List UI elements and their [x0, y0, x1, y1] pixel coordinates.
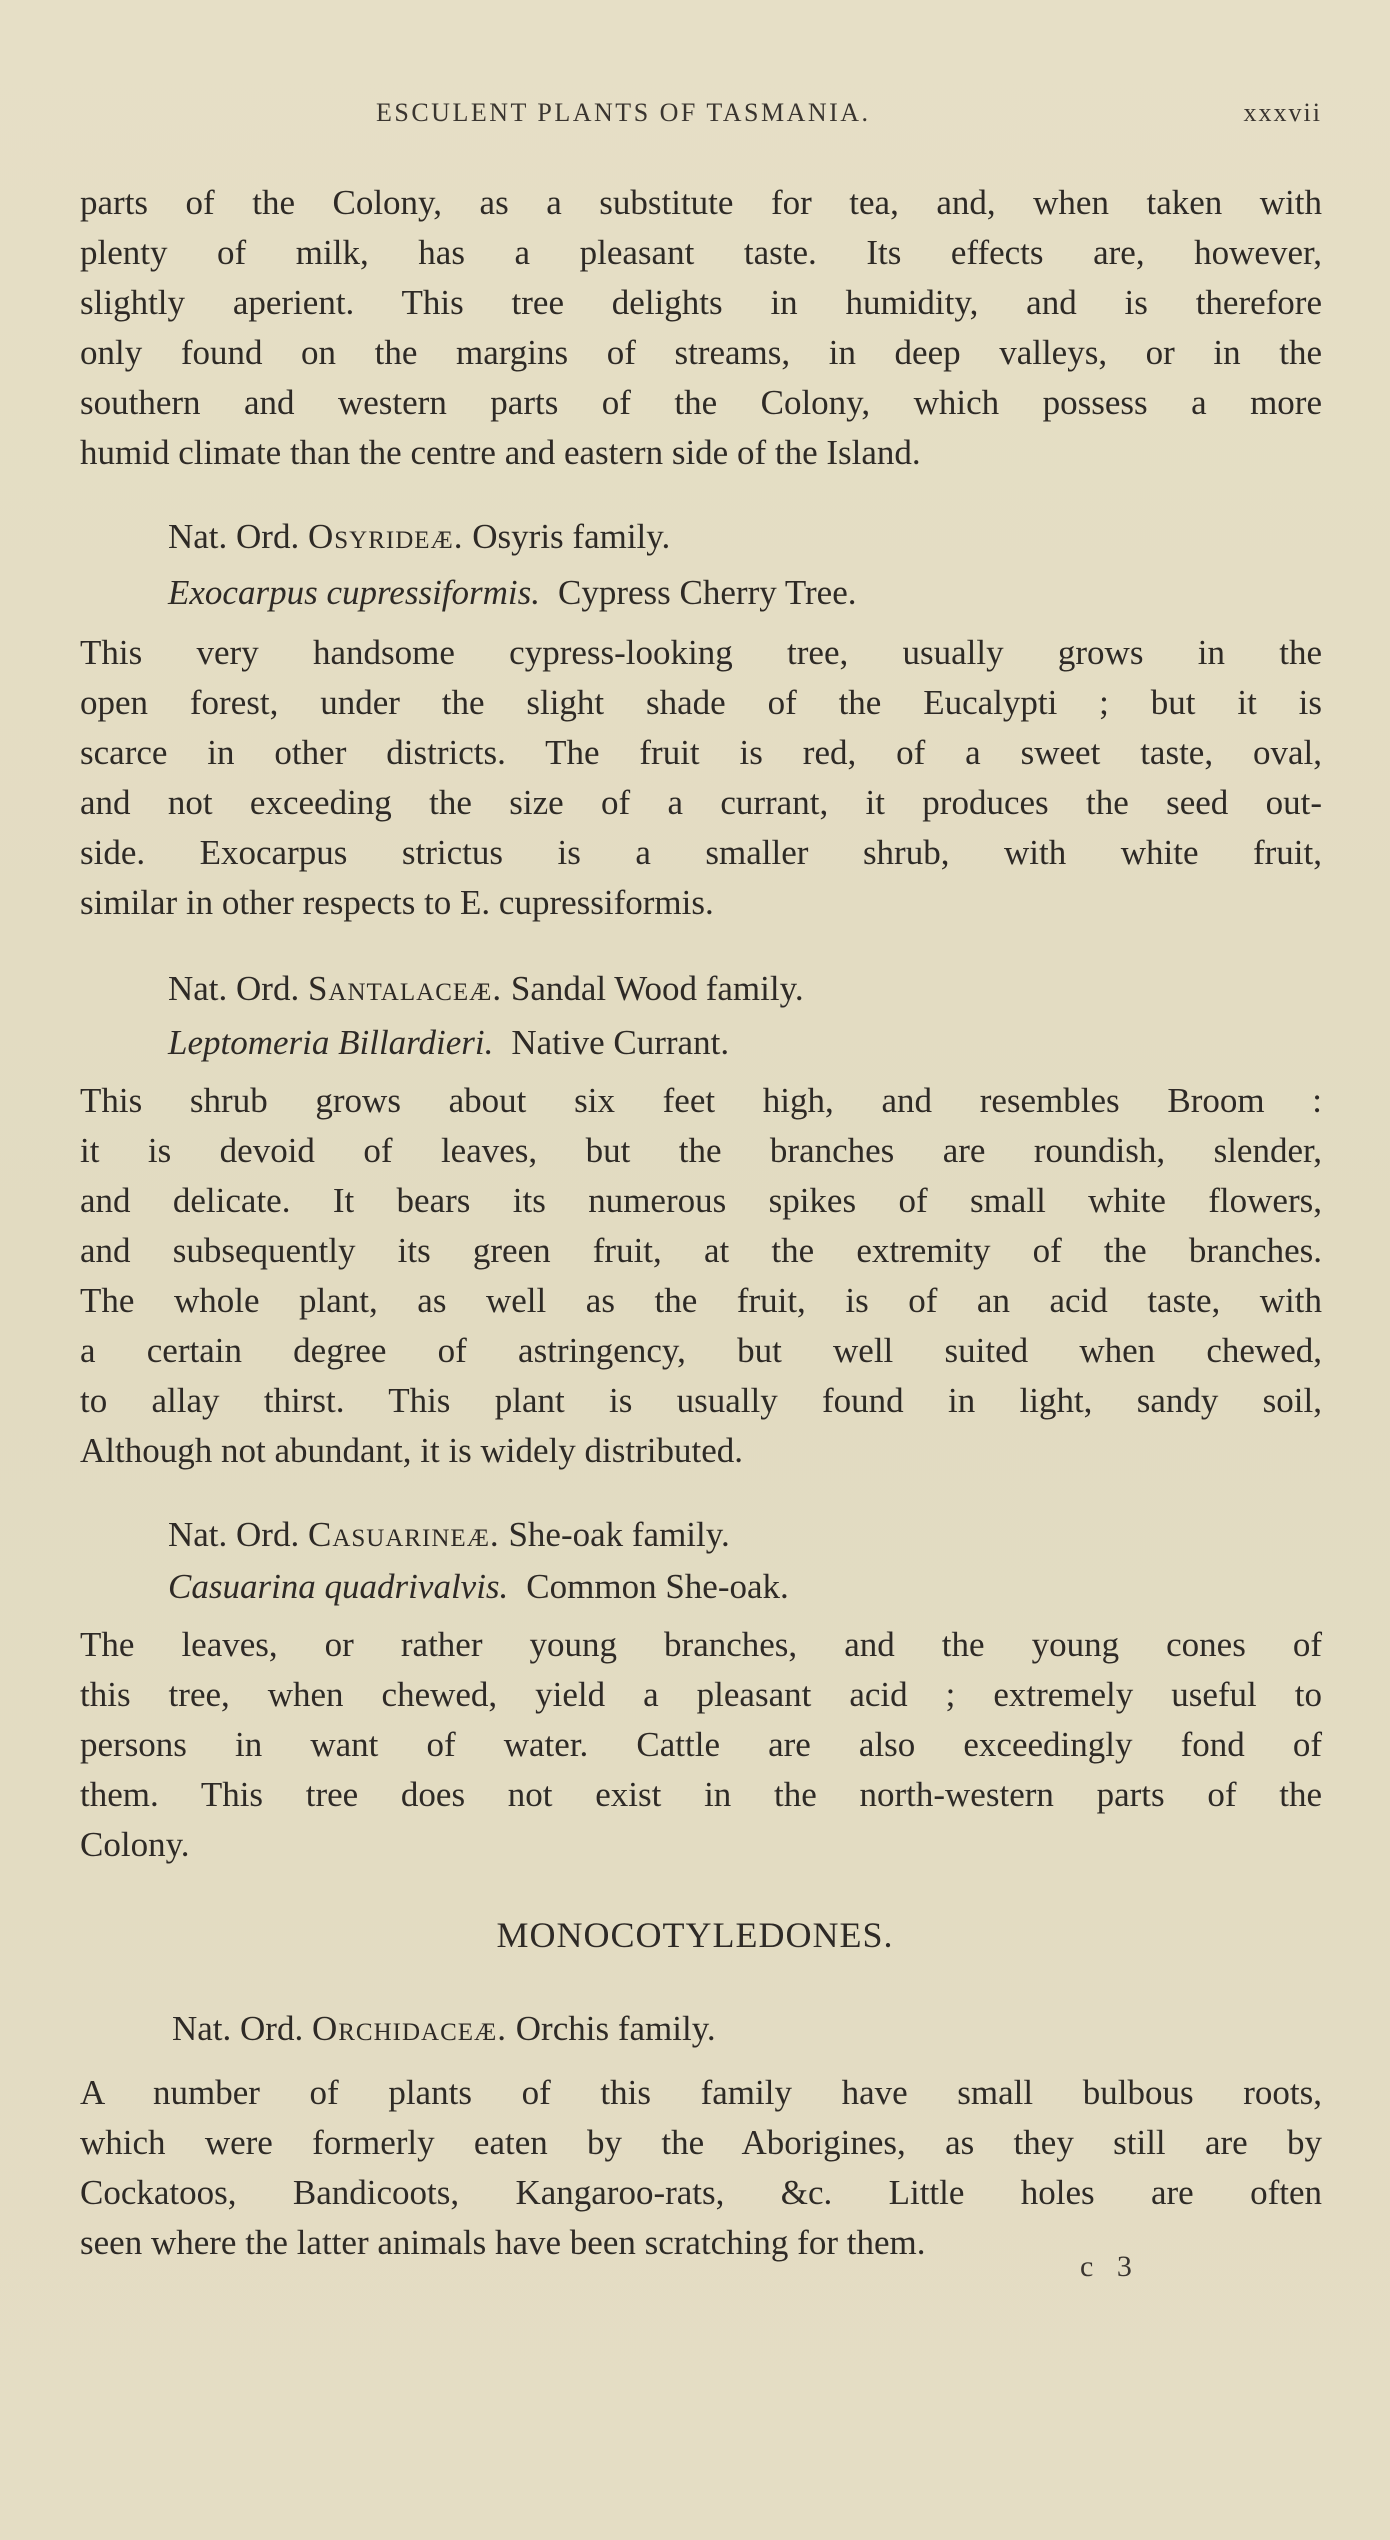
text-line: which were formerly eaten by the Aborigines, as they still are by — [80, 2123, 1322, 2162]
species-common: Common She-oak. — [526, 1567, 789, 1606]
order-prefix: Nat. Ord. — [168, 969, 300, 1008]
text-line: and subsequently its green fruit, at the extremity of the branches. — [80, 1231, 1322, 1270]
text-line: humid climate than the centre and eastern side of the Island. — [80, 433, 921, 472]
species-latin: Leptomeria Billardieri. — [168, 1023, 494, 1062]
text-line: The whole plant, as well as the fruit, is of an acid taste, with — [80, 1281, 1322, 1320]
order-name: Osyrideæ. — [307, 517, 464, 556]
text-line: scarce in other districts. The fruit is red, of a sweet taste, oval, — [80, 733, 1322, 772]
text-line: seen where the latter animals have been scratching for them. — [80, 2223, 926, 2262]
family-name: She-oak family. — [508, 1515, 730, 1554]
text-line: a certain degree of astringency, but well suited when chewed, — [80, 1331, 1322, 1370]
text-line: to allay thirst. This plant is usually found in light, sandy soil, — [80, 1381, 1322, 1420]
order-prefix: Nat. Ord. — [168, 1515, 300, 1554]
text-line: and delicate. It bears its numerous spikes of small white flowers, — [80, 1181, 1322, 1220]
text-line: parts of the Colony, as a substitute for tea, and, when taken with — [80, 183, 1322, 222]
intro-paragraph — [80, 178, 1322, 478]
text-line: slightly aperient. This tree delights in humidity, and is therefore — [80, 283, 1322, 322]
order-prefix: Nat. Ord. — [168, 517, 300, 556]
text-line: similar in other respects to E. cupressiformis. — [80, 883, 714, 922]
paragraph-exocarpus — [80, 628, 1322, 928]
order-name: Santalaceæ. — [307, 969, 503, 1008]
species-line-leptomeria — [168, 1018, 729, 1068]
text-line: persons in want of water. Cattle are also exceedingly fond of — [80, 1725, 1322, 1764]
family-name: Orchis family. — [515, 2009, 716, 2048]
text-line: and not exceeding the size of a currant, it produces the seed out- — [80, 783, 1322, 822]
paragraph-orchidaceae — [80, 2068, 1322, 2268]
text-line: only found on the margins of streams, in deep valleys, or in the — [80, 333, 1322, 372]
family-name: Osyris family. — [472, 517, 671, 556]
species-common: Cypress Cherry Tree. — [558, 573, 857, 612]
species-line-casuarina — [168, 1562, 789, 1612]
text-line: this tree, when chewed, yield a pleasant acid ; extremely useful to — [80, 1675, 1322, 1714]
paragraph-leptomeria — [80, 1076, 1322, 1476]
text-line: The leaves, or rather young branches, and the young cones of — [80, 1625, 1322, 1664]
order-name: Casuarineæ. — [307, 1515, 500, 1554]
text-line: A number of plants of this family have small bulbous roots, — [80, 2073, 1322, 2112]
order-heading-casuarineae — [168, 1510, 730, 1560]
species-latin: Casuarina quadrivalvis. — [168, 1567, 509, 1606]
order-prefix: Nat. Ord. — [172, 2009, 304, 2048]
text-line: southern and western parts of the Colony, which possess a more — [80, 383, 1322, 422]
text-line: plenty of milk, has a pleasant taste. Its effects are, however, — [80, 233, 1322, 272]
order-name: Orchidaceæ. — [311, 2009, 508, 2048]
text-line: side. Exocarpus strictus is a smaller shrub, with white fruit, — [80, 833, 1322, 872]
species-line-exocarpus — [168, 568, 856, 618]
paragraph-casuarina — [80, 1620, 1322, 1870]
text-line: it is devoid of leaves, but the branches are roundish, slender, — [80, 1131, 1322, 1170]
order-heading-osyrideae — [168, 512, 670, 562]
species-latin: Exocarpus cupressiformis. — [168, 573, 541, 612]
text-line: open forest, under the slight shade of the Eucalypti ; but it is — [80, 683, 1322, 722]
text-line: them. This tree does not exist in the north-western parts of the — [80, 1775, 1322, 1814]
family-name: Sandal Wood family. — [510, 969, 804, 1008]
signature-mark: c 3 — [1080, 2250, 1140, 2283]
text-line: Although not abundant, it is widely distributed. — [80, 1431, 744, 1470]
order-heading-santalaceae — [168, 964, 804, 1014]
text-line: This very handsome cypress-looking tree, usually grows in the — [80, 633, 1322, 672]
text-line: Cockatoos, Bandicoots, Kangaroo-rats, &c. Little holes are often — [80, 2173, 1322, 2212]
text-line: Colony. — [80, 1825, 190, 1864]
species-common: Native Currant. — [511, 1023, 730, 1062]
page-number: xxxvii — [1243, 98, 1322, 127]
text-line: This shrub grows about six feet high, and resembles Broom : — [80, 1081, 1322, 1120]
running-title: ESCULENT PLANTS OF TASMANIA. — [376, 98, 871, 127]
section-title: MONOCOTYLEDONES. — [496, 1915, 894, 1955]
order-heading-orchidaceae — [172, 2004, 716, 2054]
